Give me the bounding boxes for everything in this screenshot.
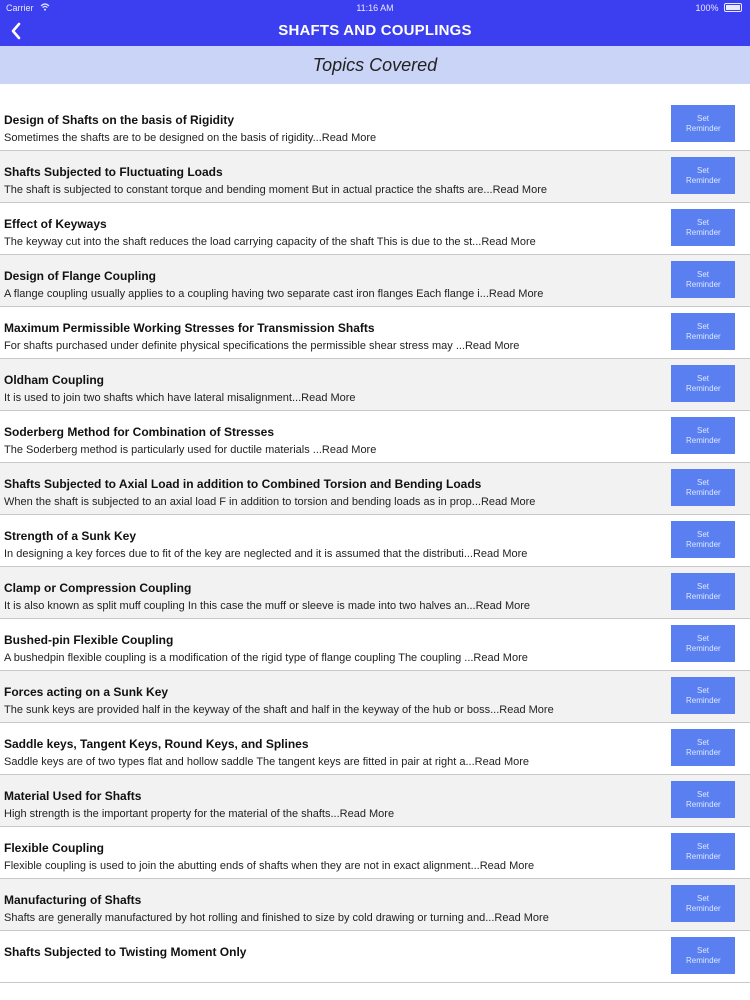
topic-description[interactable]: When the shaft is subjected to an axial load F in addition to torsion and bending loads as in prop...Read More <box>4 496 536 508</box>
set-reminder-button[interactable] <box>671 157 735 194</box>
set-reminder-button[interactable] <box>671 313 735 350</box>
set-reminder-button[interactable] <box>671 781 735 818</box>
topic-title: Soderberg Method for Combination of Stresses <box>4 425 275 439</box>
list-item[interactable] <box>0 619 750 671</box>
set-reminder-button[interactable] <box>671 521 735 558</box>
topic-description[interactable]: In designing a key forces due to fit of the key are neglected and it is assumed that the distributi...Read More <box>4 548 528 560</box>
set-reminder-label: Set Reminder <box>686 165 721 185</box>
topic-title: Bushed-pin Flexible Coupling <box>4 633 174 647</box>
status-bar <box>0 0 750 16</box>
battery-icon <box>724 3 742 12</box>
list-item[interactable] <box>0 723 750 775</box>
list-item[interactable] <box>0 671 750 723</box>
set-reminder-label: Set Reminder <box>686 841 721 861</box>
list-item[interactable] <box>0 307 750 359</box>
set-reminder-label: Set Reminder <box>686 373 721 393</box>
list-item[interactable] <box>0 255 750 307</box>
battery-percent: 100% <box>695 3 719 13</box>
set-reminder-button[interactable] <box>671 729 735 766</box>
topic-title: Shafts Subjected to Twisting Moment Only <box>4 945 247 959</box>
set-reminder-button[interactable] <box>671 209 735 246</box>
topic-list[interactable] <box>0 99 750 965</box>
topic-title: Effect of Keyways <box>4 217 107 231</box>
list-item[interactable] <box>0 827 750 879</box>
set-reminder-button[interactable] <box>671 469 735 506</box>
topic-title: Maximum Permissible Working Stresses for Transmission Shafts <box>4 321 375 335</box>
list-item[interactable] <box>0 359 750 411</box>
topic-description[interactable]: It is also known as split muff coupling In this case the muff or sleeve is made into two halves an...Read More <box>4 600 531 612</box>
set-reminder-label: Set Reminder <box>686 581 721 601</box>
list-item[interactable] <box>0 775 750 827</box>
set-reminder-button[interactable] <box>671 365 735 402</box>
list-item[interactable] <box>0 99 750 151</box>
list-item[interactable] <box>0 203 750 255</box>
topic-title: Forces acting on a Sunk Key <box>4 685 169 699</box>
set-reminder-button[interactable] <box>671 625 735 662</box>
set-reminder-label: Set Reminder <box>686 425 721 445</box>
list-item[interactable] <box>0 151 750 203</box>
page-title: SHAFTS AND COUPLINGS <box>278 22 472 39</box>
topic-description[interactable]: A bushedpin flexible coupling is a modification of the rigid type of flange coupling The coupling ...Read More <box>4 652 528 664</box>
topic-title: Oldham Coupling <box>4 373 104 387</box>
topic-description[interactable]: High strength is the important property for the material of the shafts...Read More <box>4 808 395 820</box>
topic-title: Material Used for Shafts <box>4 789 142 803</box>
list-item[interactable] <box>0 411 750 463</box>
set-reminder-label: Set Reminder <box>686 477 721 497</box>
status-time: 11:16 AM <box>356 3 394 13</box>
topic-title: Manufacturing of Shafts <box>4 893 142 907</box>
set-reminder-label: Set Reminder <box>686 685 721 705</box>
set-reminder-button[interactable] <box>671 885 735 922</box>
topic-title: Saddle keys, Tangent Keys, Round Keys, and Splines <box>4 737 309 751</box>
set-reminder-label: Set Reminder <box>686 893 721 913</box>
topic-title: Shafts Subjected to Fluctuating Loads <box>4 165 223 179</box>
set-reminder-label: Set Reminder <box>686 529 721 549</box>
set-reminder-button[interactable] <box>671 833 735 870</box>
list-item[interactable] <box>0 879 750 931</box>
section-header: Topics Covered <box>0 46 750 84</box>
set-reminder-button[interactable] <box>671 261 735 298</box>
topic-description[interactable]: The Soderberg method is particularly used for ductile materials ...Read More <box>4 444 377 456</box>
topic-title: Design of Flange Coupling <box>4 269 156 283</box>
set-reminder-label: Set Reminder <box>686 633 721 653</box>
topic-description[interactable]: The shaft is subjected to constant torque and bending moment But in actual practice the shafts are...Read More <box>4 184 547 196</box>
topic-description[interactable]: The keyway cut into the shaft reduces the load carrying capacity of the shaft This is due to the st...Read More <box>4 236 536 248</box>
topic-description[interactable]: The sunk keys are provided half in the keyway of the shaft and half in the keyway of the hub or boss...Read More <box>4 704 554 716</box>
set-reminder-button[interactable] <box>671 417 735 454</box>
set-reminder-button[interactable] <box>671 677 735 714</box>
set-reminder-button[interactable] <box>671 937 735 974</box>
set-reminder-label: Set Reminder <box>686 737 721 757</box>
list-item[interactable] <box>0 515 750 567</box>
set-reminder-label: Set Reminder <box>686 789 721 809</box>
set-reminder-label: Set Reminder <box>686 113 721 133</box>
carrier-label: Carrier <box>6 3 34 13</box>
set-reminder-button[interactable] <box>671 573 735 610</box>
set-reminder-label: Set Reminder <box>686 269 721 289</box>
topic-description[interactable]: For shafts purchased under definite physical specifications the permissible shear stress may ...Read More <box>4 340 520 352</box>
topic-description[interactable]: Flexible coupling is used to join the abutting ends of shafts when they are not in exact alignment...Read More <box>4 860 535 872</box>
topic-description[interactable]: Shafts are generally manufactured by hot rolling and finished to size by cold drawing or turning and...Read More <box>4 912 549 924</box>
topic-title: Shafts Subjected to Axial Load in addition to Combined Torsion and Bending Loads <box>4 477 482 491</box>
topic-title: Clamp or Compression Coupling <box>4 581 192 595</box>
topic-description[interactable]: It is used to join two shafts which have lateral misalignment...Read More <box>4 392 356 404</box>
set-reminder-label: Set Reminder <box>686 321 721 341</box>
set-reminder-label: Set Reminder <box>686 945 721 965</box>
status-battery <box>695 3 742 13</box>
topic-description[interactable]: Sometimes the shafts are to be designed on the basis of rigidity...Read More <box>4 132 377 144</box>
nav-bar <box>0 16 750 46</box>
set-reminder-button[interactable] <box>671 105 735 142</box>
topic-title: Strength of a Sunk Key <box>4 529 137 543</box>
list-item[interactable] <box>0 567 750 619</box>
set-reminder-label: Set Reminder <box>686 217 721 237</box>
list-item[interactable] <box>0 463 750 515</box>
topic-title: Flexible Coupling <box>4 841 105 855</box>
list-item[interactable] <box>0 931 750 983</box>
topic-description[interactable]: Saddle keys are of two types flat and hollow saddle The tangent keys are fitted in pair at right a...Read More <box>4 756 530 768</box>
topic-description[interactable]: A flange coupling usually applies to a coupling having two separate cast iron flanges Each flange i...Read More <box>4 288 544 300</box>
topic-title: Design of Shafts on the basis of Rigidity <box>4 113 235 127</box>
